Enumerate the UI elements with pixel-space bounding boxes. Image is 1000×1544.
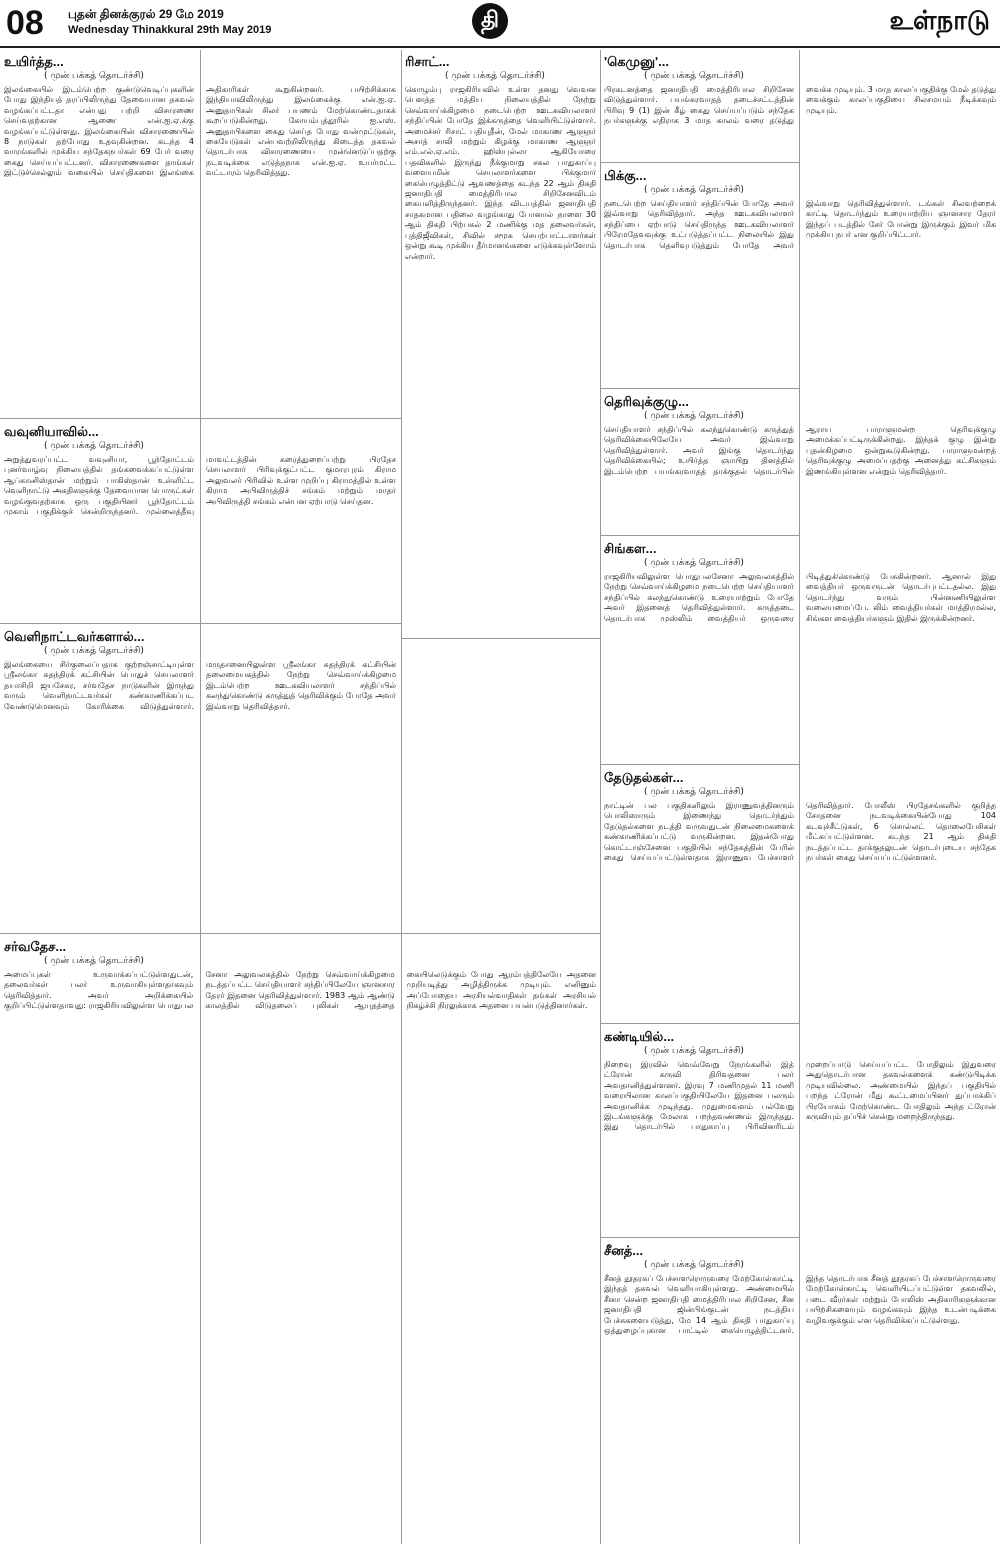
- continued-label: ( முன் பக்கத் தொடர்ச்சி): [644, 71, 744, 81]
- article-headline: தெரிவுக்குழு...: [604, 394, 689, 409]
- block-divider: [600, 535, 800, 536]
- continued-label: ( முன் பக்கத் தொடர்ச்சி): [445, 71, 545, 81]
- article-body: அறுத்துவரப்பட்ட வவுனியா, பூந்தோட்டம் புனர்வாழ்வு நிலையத்தில் தங்கவைக்கப்பட்டுள்ள ஆப்கானிஸ்தான் மற்றும் பாகிஸ்தான் உள்ளிட்ட வெளிநாட்டு அகதிகளுக்கு தேவையான பொருட்கள் வழங்குவதற்காக ஒரு பகுதியினர் பூந்தோட்டம் முகாம் பகுதிக்குச் சென்றிருந்தனர். முல்லைத்தீவு மாவட்டத்தின் கரைத்துறைப்பற்று பிரதேச செயலாளர் பிரிவுக்குட்பட்ட குமாரபுரம் கிராம அலுவலர் பிரிவில் உள்ள முறிப்பு கிராமத்தில் உள்ள கிராம அபிவிருத்திச் சங்கம் மற்றும் மாதர் அபிவிருத்தி சங்கம் என்பன ஏற்பாடு செய்தன.: [4, 455, 396, 517]
- continued-label: ( முன் பக்கத் தொடர்ச்சி): [44, 441, 144, 451]
- block-divider: [401, 638, 601, 639]
- block-divider: [600, 764, 800, 765]
- article-body: நிறைவு இரவில் வெவ்வேறு நேரங்களில் இத் ட்ரோன் கருவி திரிவதனை பலர் அவதானித்துள்ளனர். இரவு 7 மணிமுதல் 11 மணி வரையிலான காலப்பகுதியிலேயே இதனை பலரும் அவதானிக்க முடிந்தது. முதுமைவளம் பல்வேறு இடங்களுக்கு மேலாக பறந்தவண்ணம் இருந்தது. இது தொடர்பில் பாதுகாப்பு பிரிவினரிடம் முறைப்பாடு செய்யப்பட்ட போதிலும் இதுவரை அதுதொடர்பான தகவல்களைக் கண்டுபிடிக்க முடியவில்லை. அண்மையில் இந்தப் பகுதியில் பறந்த ட்ரோன் மீது கூட்டமைப்பினர் துப்பாக்கிப் பிரயோகம் மேற்கொண்ட போதிலும் அந்த ட்ரோன் கருவியும் தப்பிச் சென்று மறைந்திருந்தது.: [604, 1060, 996, 1132]
- article-international: [4, 937, 596, 1540]
- article-china: [604, 1241, 996, 1540]
- article-headline: 'கெமுனு'...: [604, 54, 669, 69]
- section-title: உள்நாடு: [889, 6, 990, 36]
- article-foreigners: [4, 627, 396, 929]
- article-body: நாட்டின் பல பகுதிகளிலும் இராணுவத்தினரும் பொலிஸாரும் இணைந்து தொடர்ந்தும் தேடுதல்களை நடத்தி வருவதுடன் நிலைமைகளைக் கண்காணிக்கப்பட்டு வருகின்றன. இதன்போது கொட்டாஞ்சேனை பகுதியில் சந்தேகத்தின் பேரில் கைது செய்யப்பட்டுள்ளதாக இராணுவ பேச்சாளர் தெரிவித்தார். போலீஸ் பிரதேசங்களில் குறித்த சோதனை நடவடிக்கையின்போது 104 கடவுச்சீட்டுகள், 6 சொல்லட் தொலைபேசிகள் மீட்கப்பட்டுள்ளன. கடந்த 21 ஆம் திகதி நடத்தப்பட்ட தாக்குதலுடன் தொடர்புடைய சந்தேக நபர்கள் கைது செய்யப்பட்டுள்ளனர்.: [604, 801, 996, 863]
- article-body: செய்தியாளர் சந்திப்பில் கலந்துகொண்டு கருத்துத் தெரிவிக்கையிலேயே அவர் இவ்வாறு தெரிவித்துள்ளார். அவர் இங்கு தொடர்ந்து தெரிவிக்கையில்; உயிர்த்த ஞாயிறு தினத்தில் இடம்பெற்ற பயங்கரவாதத் தாக்குதல் தொடர்பில் ஆராய பாராளுமன்ற தெரிவுக்குழு அமைக்கப்பட்டிருக்கின்றது. இந்தக் குழு இன்று புதன்கிழமை ஒன்றுகூடுகின்றது. பாராளுமன்றத் தெரிவுக்குழு அமைப்பதற்கு அனைத்து கட்சிகளும் இணங்கியுள்ளன என்றும் தெரிவித்தார்.: [604, 425, 996, 476]
- block-divider: [0, 418, 401, 419]
- block-divider: [0, 933, 600, 934]
- page-number: 08: [6, 4, 44, 42]
- block-divider: [600, 388, 800, 389]
- article-body: இலங்கையை சிர்குலைப்பதாக குற்றஞ்சாட்டியுள்ள ஸ்ரீலங்கா சுதந்திரக் கட்சியின் பொதுச் செயலாளர் தயாசிறி ஜயசேகர, சர்வதேச நாடுகளின் இருந்து வரும் வெளிநாட்டவர்கள் கண்காணிக்கப்பட வேண்டுமெனவும் கோரிக்கை விடுத்துள்ளார். மருதானையிலுள்ள ஸ்ரீலங்கா சுதந்திரக் கட்சியின் தலைமையகத்தில் நேற்று செவ்வாய்க்கிழமை இடம்பெற்ற ஊடகவியலாளர் சந்திப்பில் கலந்துகொண்டு கருத்துத் தெரிவிக்கும் போதே அவர் இவ்வாறு தெரிவித்தார்.: [4, 660, 396, 711]
- article-rishad: [405, 52, 596, 634]
- article-body: இலங்கையில் இடம்பெற்ற குண்டுவெடிப்புகளின் போது இந்தியத் தரப்பிலிருந்து தேவையான தகவல் வழங்கப்பட்டதா என்பது பற்றி விசாரணை செய்வதற்கான ஆணை என்.ஐ.ஏ.க்கு வழங்கப்பட்டுள்ளது. இலங்கையின் விசாரணையில் 8 நாடுகள் தற்போது உதவுகின்றன. கடந்த 4 வாரங்களில் முக்கிய சந்தேகநபர்கள் 69 பேர் வரை கைது செய்யப்பட்டனர். விசாரணைகளை தாங்கள் இட்டுச்செல்லும் வகையில் செய்திகளை இலங்கை அதிகாரிகள் கூறுகின்றனர். பயிற்சிக்காக இந்தியாவிலிருந்து இலங்கைக்கு என்.ஐ.ஏ. அனுதாபிகள் சிலர் பயணம் மேற்கொண்டதாகக் கூறப்படுகின்றது. கோயம்புத்தூரில் ஐ.எஸ். அனுதாபிகளை கைது செய்த போது வன்முட்டுகள், கையேடுகள் என்பவற்றிலிருந்து கிடைத்த தகவல் தொடர்பாக விசாரணையை முன்னெடுப்பதற்கு நடவடிக்கை எடுத்தநாக என்.ஐ.ஏ. உயர்மட்ட வட்டாரம் தெரிவித்தது.: [4, 85, 396, 178]
- article-headline: சர்வதேச...: [4, 939, 67, 954]
- block-divider: [600, 1237, 800, 1238]
- continued-label: ( முன் பக்கத் தொடர்ச்சி): [644, 1046, 744, 1056]
- article-headline: கண்டியில்...: [604, 1029, 675, 1044]
- article-body: ராஜகிரியவிலுள்ள பொதுபலசேனா அலுவலகத்தில் நேற்று செவ்வாய்க்கிழமை நடைபெற்ற செய்தியாளர் சந்திப்பில் கலந்துகொண்டு உரையாற்றும் போதே அவர் இதனைத் தெரிவித்துள்ளார். கருத்தடை தொடர்பாக முஸ்லிம் வைத்தியர் ஒருவரை பிடித்துக்கொண்டு பேசுகின்றனர். ஆனால் இது வைத்தியர் ஒருவருடன் தொடர்புபட்டதல்ல. இது தொடர்ந்து வரும் பின்னணியிலுள்ள வலையமைப்பே. லிம் வைத்தியர்கள் மாத்திரமல்ல, சிங்கள வைத்தியர்களும் இதில் இருக்கின்றனர்.: [604, 572, 996, 623]
- continued-label: ( முன் பக்கத் தொடர்ச்சி): [44, 71, 144, 81]
- article-select-committee: [604, 392, 996, 531]
- article-body: சீனத் தூதரகப் பேச்சாளரொருவரை மேற்கோள்காட்டி இந்தத் தகவல் வெளியாகியுள்ளது. அண்மையில் சீனா சென்ற ஜனாதிபதி மைத்திரிபால சிறிசேன, சீன ஜனாதிபதி ஜின்பிங்குடன் நடத்திய பேச்சுகளையடுத்து, மே 14 ஆம் திகதி பாதுகாப்பு ஒத்துழைப்புகான பாட்டில் கையெழுத்திட்டனர். இந்த தொடர்பாக சீனத் தூதரகப் பேச்சாளரொருவரை மேற்கோள்காட்டி வெளியிடப்பட்டுள்ள தகவலில், படை வீரர்கள் மற்றும் போலிஸ் அதிகாரிகளுக்கான பயிற்சிகளையும் வழங்கவும் இந்த உடன்படிக்கை வழிவகுக்கும் என தெரிவிக்கப்பட்டுள்ளது.: [604, 1274, 996, 1336]
- article-vavuniya: [4, 422, 396, 620]
- article-monk: [604, 166, 996, 384]
- block-divider: [600, 162, 800, 163]
- article-body: அமைப்புகள் உருவாக்கப்பட்டுள்ளதுடன், தலைவர்கள் பலர் உருவாகியுள்ளதாகவும் தெரிவித்தார். அவர் அறிக்கையில் குறிப்பிட்டுள்ளதாவது: ராஜகிரியவிலுள்ள பொதுபல சேனா அலுவலகத்தில் நேற்று செவ்வாய்க்கிழமை நடத்தப்பட்ட செய்தியாளர் சந்திப்பிலேயே ஞானசார தேரர் இதனை தெரிவித்துள்ளார். 1983 ஆம் ஆண்டு காலத்தில் விடுதலைப் புலிகள் ஆயுதத்தை கையிலெடுக்கும் போது ஆரம்பத்திலேயே அதனை முறியடித்து அழித்திருக்க முடியும். எனினும் அப்போதைய அரசியல்வாதிகள் தங்கள் அரசியல் நிகழ்ச்சி நிரலுக்காக அதனை பயன்படுத்தினார்கள்.: [4, 970, 596, 1011]
- article-headline: பிக்கு...: [604, 168, 647, 183]
- article-headline: சீனத்...: [604, 1243, 644, 1258]
- article-searches: [604, 768, 996, 1019]
- article-headline: வெளிநாட்டவர்களால்...: [4, 629, 145, 644]
- article-gemunu: [604, 52, 996, 158]
- continued-label: ( முன் பக்கத் தொடர்ச்சி): [644, 1260, 744, 1270]
- article-headline: சிங்கள...: [604, 541, 657, 556]
- article-uyirtha: [4, 52, 396, 414]
- continued-label: ( முன் பக்கத் தொடர்ச்சி): [44, 646, 144, 656]
- block-divider: [0, 623, 401, 624]
- column-divider: [600, 50, 601, 1544]
- article-kandy: [604, 1027, 996, 1233]
- article-headline: தேடுதல்கள்...: [604, 770, 684, 785]
- continued-label: ( முன் பக்கத் தொடர்ச்சி): [644, 411, 744, 421]
- article-sinhala: [604, 539, 996, 760]
- block-divider: [600, 1023, 800, 1024]
- masthead: [0, 0, 1000, 48]
- article-headline: ரிசாட்...: [405, 54, 450, 69]
- continued-label: ( முன் பக்கத் தொடர்ச்சி): [644, 558, 744, 568]
- paper-dateline: [68, 6, 271, 38]
- continued-label: ( முன் பக்கத் தொடர்ச்சி): [44, 956, 144, 966]
- article-headline: வவுனியாவில்...: [4, 424, 99, 439]
- article-body: கொழும்பு ராஜகிரியவில் உள்ள தனது வெவன பௌத்த மத்திய நிலையத்தில் நேற்று செவ்வாய்க்கிழமை நடைபெற்ற ஊடகவியலாளர் சந்திப்பின் போதே இக்கருத்தை வெளியிட்டுள்ளார். அமைச்சர் ரிசாட் பதியுதீன், மேல் மாகாண ஆளுநர் அசாத் சாலி மற்றும் கிழக்கு மாகாண ஆளுநர் எம்.எல்.ஏ.எம். ஹிஸ்புல்லா ஆகியோரை பதவிகளில் இருந்து நீக்குமாறு சகல பாதுகாப்பு வளையமின் செயலாளர்களை பிக்குமார் கையெழுத்திட்டு ஆவணத்தை கடந்த 22 ஆம் திகதி ஜனாதிபதி மைத்திரிபால சிறிசேனவிடம் கையளித்திருந்தனர். இந்த விடயத்தில் ஜனாதிபதி சாதகமான பதிலை வழங்காது போனால் நாளை 30 ஆம் திகதி பிற்பகல் 2 மணிக்கு மத தலைவர்கள், புத்திஜீவிகள், சிவில் சமூக செயற்பாட்டாளர்கள் ஒன்று கூடி முக்கிய தீர்மானங்களை எடுக்கவுள்ளோம் என்றார்.: [405, 85, 596, 261]
- article-body: நடைபெற்ற செய்தியாளர் சந்திப்பின் போதே அவர் இவ்வாறு தெரிவித்தார். அந்த ஊடகவியலாளர் சந்திப்பை ஏற்பாடு செய்திருந்த ஊடகவியலாளர் பிரேமதேவவுக்கு உட்படுத்தப்பட்ட நிலையில் இது தொடர்பாக தெளிவுபடுத்தும் போதே அவர் இவ்வாறு தெரிவித்துள்ளார். டங்கள் சிலவற்றைக் காட்டி தொடர்ந்தும் உரையாற்றிய ஞானசார தேரர் இந்தப் படத்தில் சேர் போன்று இருக்கும் இவர் மிக முக்கிய நபர் என குறிப்பிட்டார்.: [604, 199, 996, 250]
- article-headline: உயிர்த்த...: [4, 54, 64, 69]
- article-body: பிரகடனத்தை ஜனாதிபதி மைத்திரிபால சிறிசேன விடுத்துள்ளார். பயங்கரவாதத் தடைச்சட்டத்தின் பிரிவு 9 (1) இன் கீழ் கைது செய்யப்படும் சந்தேக நபர்களுக்கு எதிராக 3 மாத காலம் வரை தடுத்து வைக்க முடியும். 3 மாத காலப்பகுதிக்கு மேல் தடுத்து வைக்கும் காலப்பகுதியை சிலசமயம் நீடிக்கவும் முடியும்.: [604, 85, 996, 126]
- newspaper-logo: தி: [472, 3, 508, 39]
- continued-label: ( முன் பக்கத் தொடர்ச்சி): [644, 787, 744, 797]
- dateline-tamil: புதன் தினக்குரல் 29 மே 2019: [68, 7, 224, 21]
- continued-label: ( முன் பக்கத் தொடர்ச்சி): [644, 185, 744, 195]
- dateline-english: Wednesday Thinakkural 29th May 2019: [68, 24, 272, 36]
